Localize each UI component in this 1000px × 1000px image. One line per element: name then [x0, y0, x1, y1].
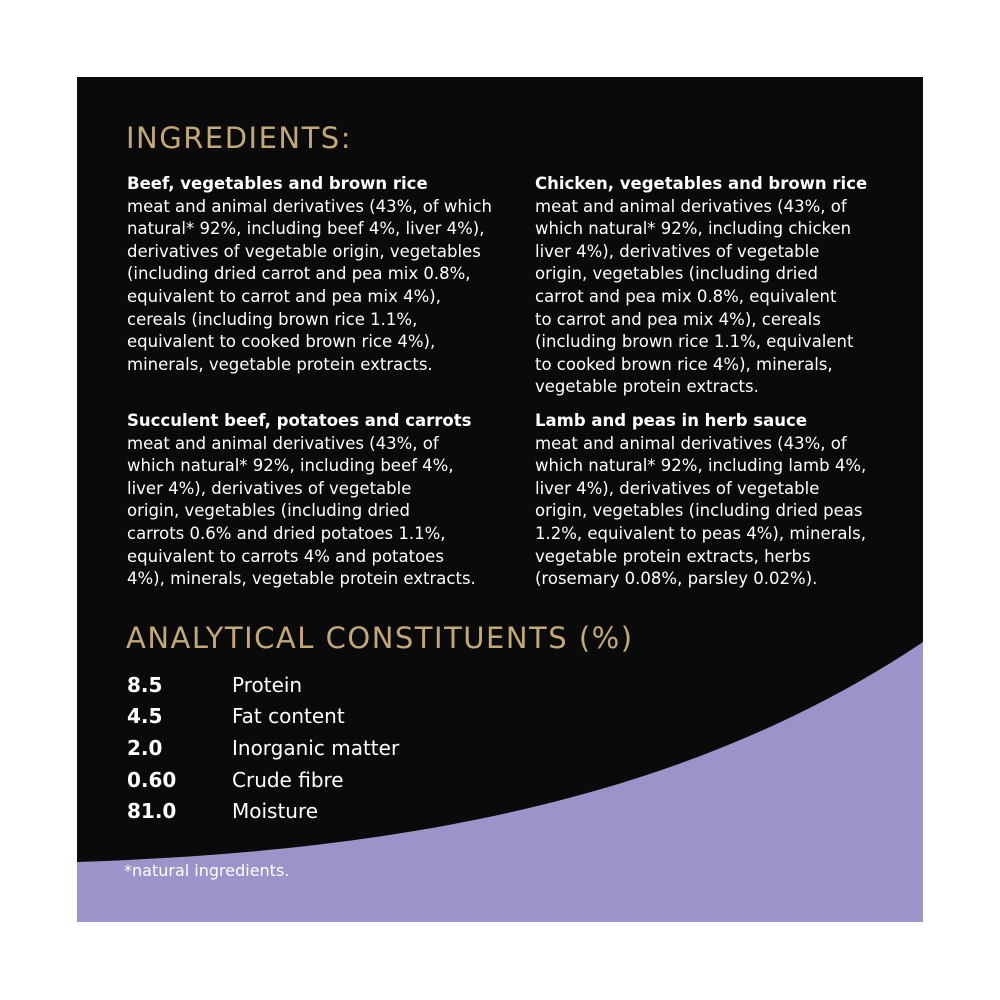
recipe-title: Beef, vegetables and brown rice [127, 174, 428, 193]
ingredient-line: natural* 92%, including beef 4%, liver 4%), [127, 219, 485, 239]
recipe-lamb-peas-herb-sauce [535, 410, 895, 591]
ingredient-line: liver 4%), derivatives of vegetable [535, 478, 820, 498]
recipe-chicken-vegetables-brown-rice [535, 173, 895, 399]
ingredient-line: meat and animal derivatives (43%, of which [127, 196, 492, 216]
constituent-value: 81.0 [127, 799, 177, 824]
ingredient-line: meat and animal derivatives (43%, of [127, 433, 439, 453]
ingredients-heading: INGREDIENTS: [126, 121, 352, 155]
recipe-title: Succulent beef, potatoes and carrots [127, 411, 472, 430]
ingredient-line: vegetable protein extracts. [535, 377, 759, 397]
constituent-row [127, 764, 399, 796]
ingredient-line: which natural* 92%, including lamb 4%, [535, 456, 867, 476]
constituent-value: 8.5 [127, 672, 163, 697]
recipe-ingredients [127, 433, 522, 591]
ingredient-line: liver 4%), derivatives of vegetable [127, 478, 412, 498]
ingredient-line: meat and animal derivatives (43%, of [535, 196, 847, 216]
constituent-value: 0.60 [127, 767, 177, 792]
constituent-label: Crude fibre [232, 767, 344, 792]
constituent-row [127, 795, 399, 827]
ingredient-line: 1.2%, equivalent to peas 4%), minerals, [535, 523, 866, 543]
ingredient-line: origin, vegetables (including dried peas [535, 501, 863, 521]
ingredient-line: origin, vegetables (including dried [535, 264, 818, 284]
ingredient-line: carrots 0.6% and dried potatoes 1.1%, [127, 523, 446, 543]
ingredient-line: vegetable protein extracts, herbs [535, 546, 811, 566]
recipe-title: Lamb and peas in herb sauce [535, 411, 807, 430]
constituent-value: 4.5 [127, 704, 163, 729]
constituent-label: Inorganic matter [232, 735, 400, 760]
ingredient-line: derivatives of vegetable origin, vegetables [127, 241, 481, 261]
recipe-succulent-beef-potatoes-carrots [127, 410, 522, 591]
constituent-label: Fat content [232, 704, 345, 729]
ingredient-line: which natural* 92%, including beef 4%, [127, 456, 454, 476]
nutrition-panel [77, 77, 923, 922]
constituent-row [127, 669, 399, 701]
ingredient-line: which natural* 92%, including chicken [535, 219, 852, 239]
constituent-label: Protein [232, 672, 303, 697]
ingredient-line: origin, vegetables (including dried [127, 501, 410, 521]
constituent-row [127, 732, 399, 764]
constituent-row [127, 701, 399, 733]
ingredient-line: to cooked brown rice 4%), minerals, [535, 354, 833, 374]
footnote: *natural ingredients. [124, 861, 290, 880]
ingredient-line: meat and animal derivatives (43%, of [535, 433, 847, 453]
recipe-title: Chicken, vegetables and brown rice [535, 174, 868, 193]
analytical-constituents-heading: ANALYTICAL CONSTITUENTS (%) [126, 621, 634, 655]
constituent-label: Moisture [232, 799, 319, 824]
ingredient-line: (including brown rice 1.1%, equivalent [535, 332, 854, 352]
ingredient-line: equivalent to cooked brown rice 4%), [127, 332, 436, 352]
ingredient-line: equivalent to carrot and pea mix 4%), [127, 286, 441, 306]
ingredient-line: to carrot and pea mix 4%), cereals [535, 309, 821, 329]
ingredient-line: (rosemary 0.08%, parsley 0.02%). [535, 569, 818, 589]
ingredient-line: (including dried carrot and pea mix 0.8%, [127, 264, 471, 284]
ingredient-line: equivalent to carrots 4% and potatoes [127, 546, 444, 566]
analytical-constituents-table [127, 669, 399, 827]
ingredient-line: minerals, vegetable protein extracts. [127, 354, 433, 374]
constituent-value: 2.0 [127, 735, 163, 760]
ingredient-line: cereals (including brown rice 1.1%, [127, 309, 418, 329]
recipe-ingredients [535, 196, 895, 399]
ingredient-line: carrot and pea mix 0.8%, equivalent [535, 286, 837, 306]
recipe-ingredients [127, 196, 522, 377]
recipe-ingredients [535, 433, 895, 591]
recipe-beef-vegetables-brown-rice [127, 173, 522, 376]
ingredient-line: 4%), minerals, vegetable protein extracts. [127, 569, 476, 589]
ingredient-line: liver 4%), derivatives of vegetable [535, 241, 820, 261]
